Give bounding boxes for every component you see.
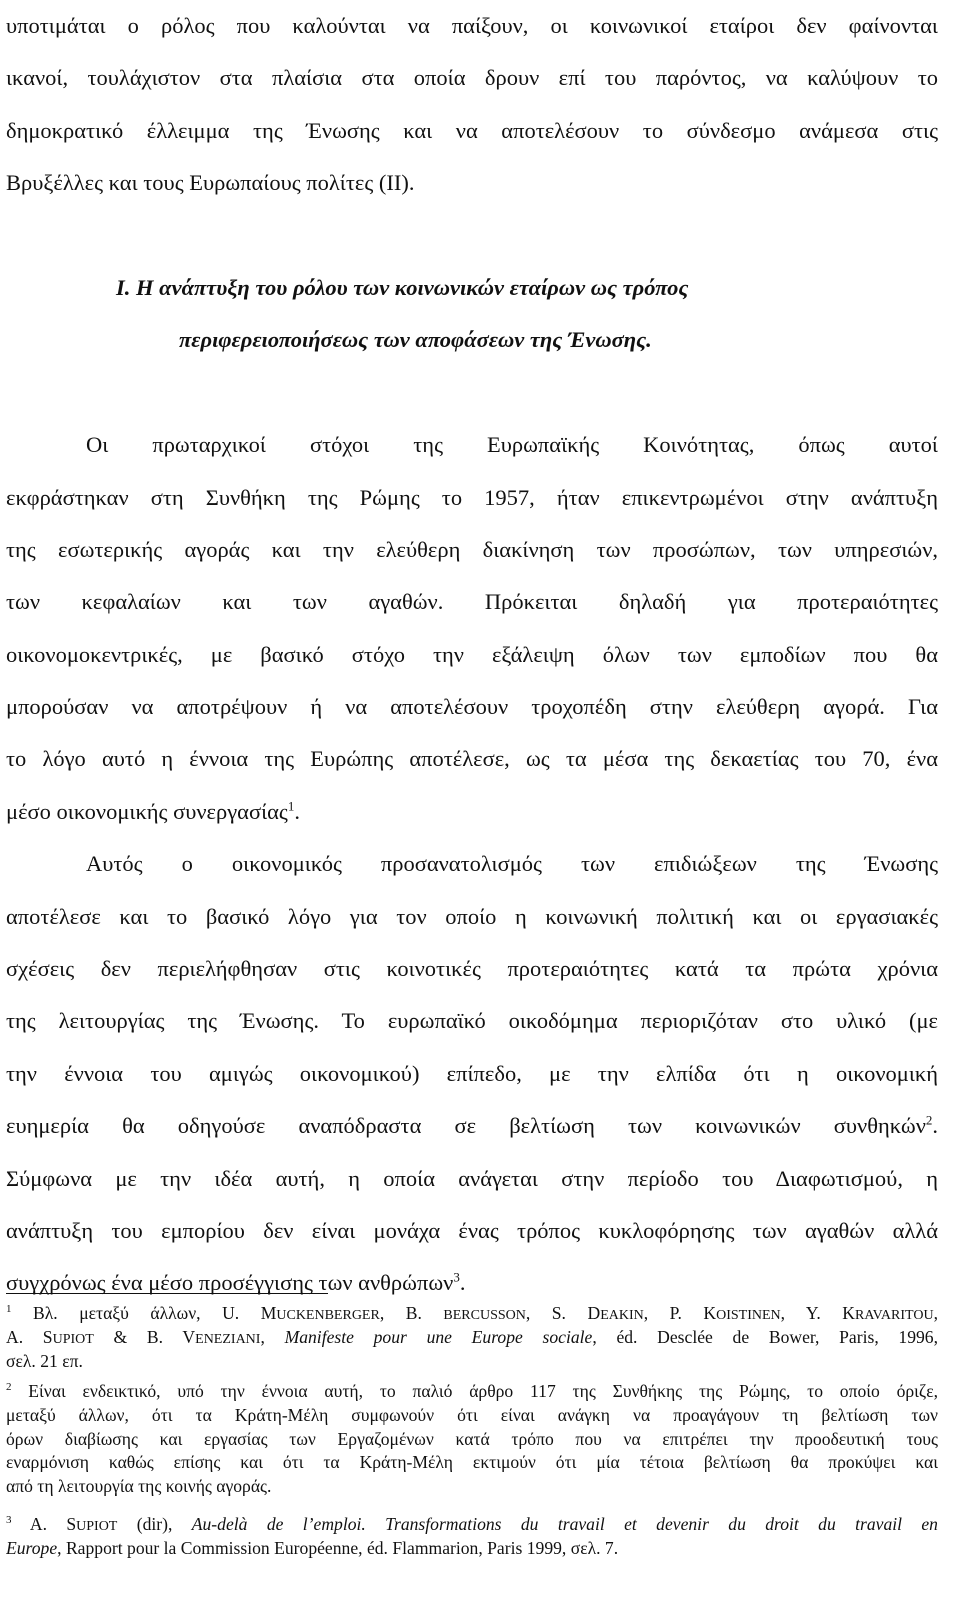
text-line: υποτιμάται ο ρόλος που καλούνται να παίξουν, οι κοινωνικοί εταίροι δεν φαίνονται	[6, 13, 938, 38]
footnote-ref-3[interactable]: 3	[453, 1269, 460, 1285]
text-line: της λειτουργίας της Ένωσης. Το ευρωπαϊκό οικοδόμημα περιοριζόταν στο υλικό (με	[6, 1008, 938, 1034]
text-line: συγχρόνως ένα μέσο προσέγγισης των ανθρώπων$^3$.	[6, 1269, 466, 1296]
footnote-line: $^1$ Βλ. μεταξύ άλλων, U. MUCKENBERGER, B. BERCUSSON, S. DEAKIN, P. KOISTINEN, Y. KRAVARITOU,	[6, 1303, 938, 1323]
text-line: την έννοια του αμιγώς οικονομικού) επίπεδο, με την ελπίδα ότι η οικονομική	[6, 1060, 938, 1086]
footnote-line: εναρμόνιση καθώς επίσης και ότι τα Κράτη-Μέλη εκτιμούν ότι μία τέτοια βελτίωση θα προκύψει και	[6, 1452, 938, 1473]
text-line: εκφράστηκαν στη Συνθήκη της Ρώμης το 1957, ήταν επικεντρωμένοι στην ανάπτυξη	[6, 484, 938, 510]
section-heading-line-2: περιφερειοποιήσεως των αποφάσεων της Ένωσης.	[179, 327, 652, 353]
text-line: ανάπτυξη του εμπορίου δεν είναι μονάχα ένας τρόπος κυκλοφόρησης των αγαθών αλλά	[6, 1217, 938, 1243]
text-line: μπορούσαν να αποτρέψουν ή να αποτελέσουν τροχοπέδη στην ελεύθερη αγορά. Για	[6, 694, 938, 720]
text-line: δημοκρατικό έλλειμμα της Ένωσης και να αποτελέσουν το σύνδεσμο ανάμεσα στις	[6, 117, 938, 143]
footnote-line: $^3$ A. SUPIOT (dir), Au-delà de l’emploi. Transformations du travail et devenir du droit du travail en	[6, 1514, 938, 1534]
footnote-line: σελ. 21 επ.	[6, 1350, 83, 1371]
footnote-line: $^2$ Είναι ενδεικτικό, υπό την έννοια αυτή, το παλιό άρθρο 117 της Συνθήκης της Ρώμης, το οποίο όριζε,	[6, 1381, 938, 1401]
footnote-separator	[6, 1293, 328, 1294]
footnote-3	[6, 1513, 938, 1561]
footnote-ref-2[interactable]: 2	[925, 1112, 933, 1128]
footnote-ref-1[interactable]: 1	[287, 798, 295, 814]
footnote-1	[6, 1302, 938, 1373]
text-line: Βρυξέλλες και τους Ευρωπαίους πολίτες (ΙΙ).	[6, 170, 415, 196]
text-line: οικονομοκεντρικές, με βασικό στόχο την εξάλειψη όλων των εμποδίων που θα	[6, 641, 938, 667]
paragraph-2-first-line: Αυτός ο οικονομικός προσανατολισμός των επιδιώξεων της Ένωσης	[86, 851, 938, 877]
footnote-2	[6, 1380, 938, 1499]
text-line: Σύμφωνα με την ιδέα αυτή, η οποία ανάγεται στην περίοδο του Διαφωτισμού, η	[6, 1165, 938, 1191]
text-line: σχέσεις δεν περιελήφθησαν στις κοινοτικές προτεραιότητες κατά τα πρώτα χρόνια	[6, 956, 938, 982]
footnote-line: μεταξύ άλλων, ότι τα Κράτη-Μέλη συμφωνούν ότι είναι ανάγκη να προαγάγουν τη βελτίωση των	[6, 1404, 938, 1425]
spacer	[6, 367, 938, 419]
footnote-line: από τη λειτουργία της κοινής αγοράς.	[6, 1476, 272, 1497]
footnote-line: A. SUPIOT & B. VENEZIANI, Manifeste pour une Europe sociale, éd. Desclée de Bower, Paris, 1996,	[6, 1326, 938, 1347]
text-line: της εσωτερικής αγοράς και την ελεύθερη διακίνηση των προσώπων, των υπηρεσιών,	[6, 536, 938, 562]
paragraph-1-first-line: Οι πρωταρχικοί στόχοι της Ευρωπαϊκής Κοινότητας, όπως αυτοί	[86, 432, 938, 458]
text-line: ευημερία θα οδηγούσε αναπόδραστα σε βελτίωση των κοινωνικών συνθηκών$^2$.	[6, 1112, 938, 1139]
text-line: ικανοί, τουλάχιστον στα πλαίσια στα οποία δρουν επί του παρόντος, να καλύψουν το	[6, 65, 938, 91]
text-line: μέσο οικονομικής συνεργασίας$^1$.	[6, 798, 300, 824]
text-line: αποτέλεσε και το βασικό λόγο για τον οποίο η κοινωνική πολιτική και οι εργασιακές	[6, 903, 938, 929]
section-heading-line-1: Ι. Η ανάπτυξη του ρόλου των κοινωνικών εταίρων ως τρόπος	[116, 274, 689, 300]
spacer	[6, 210, 938, 262]
text-line: το λόγο αυτό η έννοια της Ευρώπης αποτέλεσε, ως τα μέσα της δεκαετίας του 70, ένα	[6, 746, 938, 772]
body-text	[6, 0, 938, 1310]
footnote-line: όρων διαβίωσης και εργασίας των Εργαζομένων κατά τρόπο που να επιτρέπει την προοδευτική τους	[6, 1428, 938, 1449]
footnote-line: Europe, Rapport pour la Commission Européenne, éd. Flammarion, Paris 1999, σελ. 7.	[6, 1537, 619, 1558]
text-line: των κεφαλαίων και των αγαθών. Πρόκειται δηλαδή για προτεραιότητες	[6, 589, 938, 615]
